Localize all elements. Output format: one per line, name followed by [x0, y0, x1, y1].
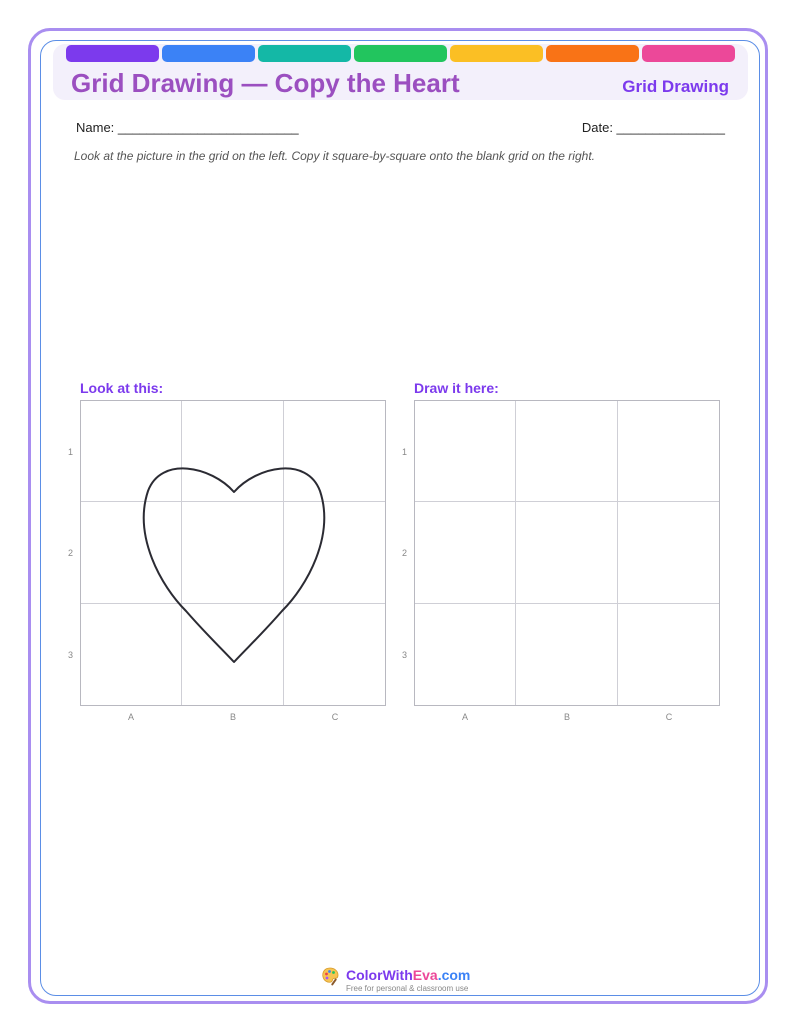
- column-label: B: [229, 712, 236, 722]
- grid-cell[interactable]: [415, 502, 516, 603]
- header-color-stripe: [546, 45, 639, 62]
- grid-cell[interactable]: [516, 401, 617, 502]
- date-field[interactable]: Date: _______________: [581, 120, 725, 135]
- grid-cell[interactable]: [516, 502, 617, 603]
- footer-brand: [346, 966, 470, 984]
- drawing-grid[interactable]: [414, 400, 720, 706]
- palette-icon: [320, 966, 340, 986]
- footer-tagline: Free for personal & classroom use: [346, 984, 469, 993]
- grid-cell[interactable]: [618, 604, 719, 705]
- right-panel-heading: Draw it here:: [414, 380, 499, 396]
- column-label: C: [331, 712, 339, 722]
- reference-grid: [80, 400, 386, 706]
- name-field[interactable]: Name: _________________________: [76, 120, 299, 135]
- row-label: 3: [402, 650, 408, 660]
- column-label: A: [461, 712, 468, 722]
- instructions-text: Look at the picture in the grid on the left. Copy it square-by-square onto the blank grid on the right.: [74, 149, 595, 163]
- row-label: 1: [402, 447, 408, 457]
- header-color-stripe: [642, 45, 735, 62]
- header-color-stripe: [450, 45, 543, 62]
- left-panel-heading: Look at this:: [80, 380, 164, 396]
- grid-cell[interactable]: [618, 502, 719, 603]
- header-color-stripe: [66, 45, 159, 62]
- brand-part: .com: [437, 967, 471, 983]
- category-badge: Grid Drawing: [622, 77, 729, 96]
- header-color-stripe: [162, 45, 255, 62]
- brand-part: With: [382, 967, 413, 983]
- column-label: A: [127, 712, 134, 722]
- worksheet-title: Grid Drawing — Copy the Heart: [71, 68, 460, 98]
- header-color-stripe: [354, 45, 447, 62]
- footer-logo[interactable]: [320, 966, 470, 993]
- row-label: 3: [68, 650, 74, 660]
- heart-outline-drawing: [81, 401, 387, 707]
- grid-cell[interactable]: [415, 401, 516, 502]
- brand-part: Eva: [412, 967, 438, 983]
- grid-cell[interactable]: [618, 401, 719, 502]
- brand-part: Color: [346, 967, 383, 983]
- header-color-stripe: [258, 45, 351, 62]
- color-stripe-row: [66, 45, 735, 62]
- column-label: B: [563, 712, 570, 722]
- grid-cell[interactable]: [516, 604, 617, 705]
- row-label: 2: [68, 548, 74, 558]
- column-label: C: [665, 712, 673, 722]
- row-label: 1: [68, 447, 74, 457]
- grid-cell[interactable]: [415, 604, 516, 705]
- row-label: 2: [402, 548, 408, 558]
